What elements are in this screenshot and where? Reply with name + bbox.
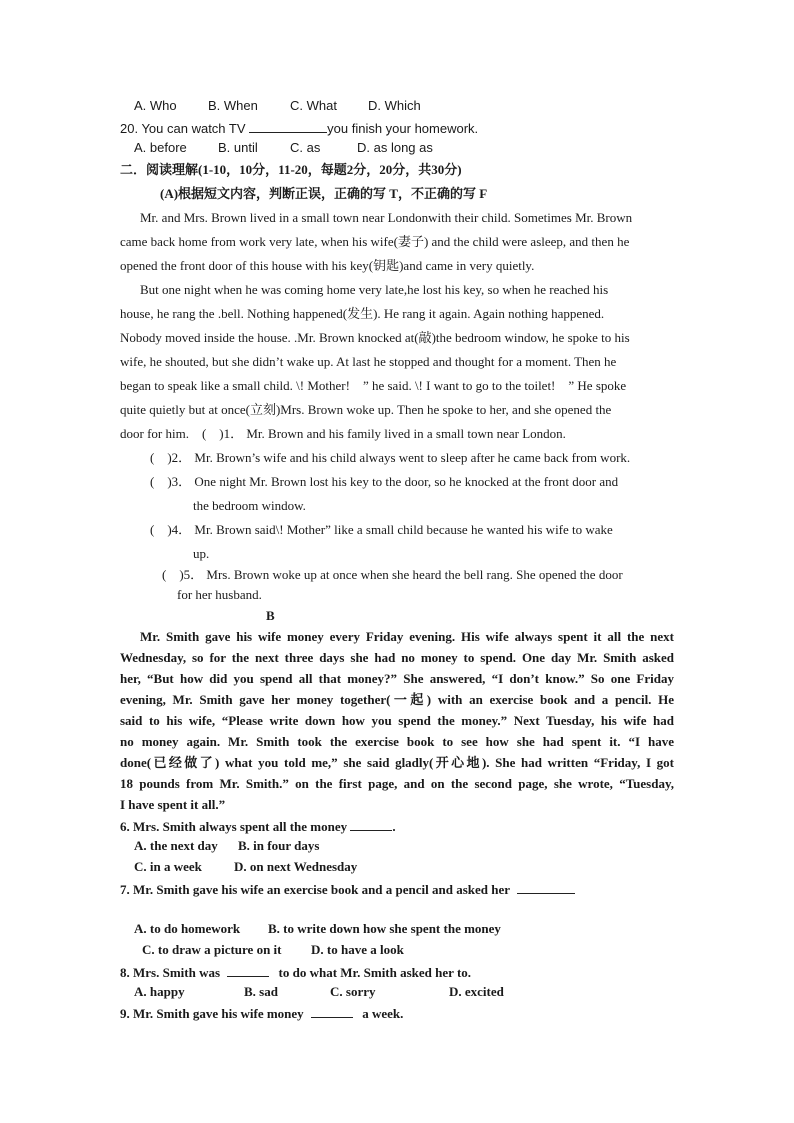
q20-stem <box>120 119 676 137</box>
part-a-heading: (A)根据短文内容，判断正误，正确的写 T，不正确的写 F <box>160 186 488 201</box>
tf-item-2: ( )2． Mr. Brown’s wife and his child always went to sleep after he came back from work. <box>150 450 631 465</box>
tf-item-3-cont: the bedroom window. <box>193 498 306 513</box>
passage-b-line: done(已经做了) what you told me,” she said gladly(开心地). She had written “Friday, I got <box>120 755 674 770</box>
section-title: 二．阅读理解(1-10，10分，11-20，每题2分，20分，共30分) <box>120 162 462 177</box>
q20-stem-after: you finish your homework. <box>327 121 479 136</box>
q7-stem-text: 7. Mr. Smith gave his wife an exercise book and a pencil and asked her <box>120 882 514 897</box>
q8-option-c: C. sorry <box>330 984 376 999</box>
q20-option-d: D. as long as <box>357 140 433 155</box>
q7-option-c: C. to draw a picture on it <box>142 942 282 957</box>
q19-option-b: B. When <box>208 98 258 113</box>
passage-b-line: I have spent it all.” <box>120 797 226 812</box>
q6-option-d: D. on next Wednesday <box>234 859 358 874</box>
q6-option-b: B. in four days <box>238 838 320 853</box>
part-b-heading: B <box>266 608 275 623</box>
q19-option-a: A. Who <box>134 98 177 113</box>
q6-stem-end: . <box>392 819 396 834</box>
passage-a-line: door for him. ( )1． Mr. Brown and his family lived in a small town near London. <box>120 426 566 441</box>
q6-blank <box>350 817 392 831</box>
q8-stem <box>120 963 676 981</box>
passage-b-line: said to his wife, “Please write down how you spend the money.” Next Tuesday, his wife had <box>120 713 674 728</box>
passage-b-line: 18 pounds from Mr. Smith.” on the first page, and on the second page, she wrote, “Tuesday, <box>120 776 674 791</box>
q9-stem <box>120 1004 676 1022</box>
passage-a-line: house, he rang the .bell. Nothing happened(发生). He rang it again. Again nothing happened. <box>120 306 605 321</box>
tf-item-4: ( )4． Mr. Brown said\! Mother” like a small child because he wanted his wife to wake <box>150 522 613 537</box>
tf-item-5-cont: for her husband. <box>177 587 262 602</box>
passage-b-line: Wednesday, so for the next three days she had no money to spend. One day Mr. Smith asked <box>120 650 674 665</box>
q8-blank <box>227 963 269 977</box>
passage-a-line: Nobody moved inside the house. .Mr. Brown knocked at(敲)the bedroom window, he spoke to his <box>120 330 630 345</box>
q7-option-b: B. to write down how she spent the money <box>268 921 501 936</box>
q8-option-d: D. excited <box>449 984 504 999</box>
passage-b-line: evening, Mr. Smith gave her money together(一起) with an exercise book and a pencil. He <box>120 692 674 707</box>
passage-a-line: opened the front door of this house with his key(钥匙)and came in very quietly. <box>120 258 535 273</box>
q8-option-a: A. happy <box>134 984 185 999</box>
passage-a-line: Mr. and Mrs. Brown lived in a small town near Londonwith their child. Sometimes Mr. Brown <box>140 210 633 225</box>
passage-b-line: her, “But how did you spend all that money?” She answered, “I don’t know.” So one Friday <box>120 671 674 686</box>
tf-item-3: ( )3． One night Mr. Brown lost his key to the door, so he knocked at the front door and <box>150 474 619 489</box>
q9-stem-text: 9. Mr. Smith gave his wife money <box>120 1006 307 1021</box>
q7-option-d: D. to have a look <box>311 942 404 957</box>
q20-option-a: A. before <box>134 140 187 155</box>
q20-stem-before: 20. You can watch TV <box>120 121 250 136</box>
q6-option-c: C. in a week <box>134 859 202 874</box>
q9-stem-end: a week. <box>358 1006 404 1021</box>
q6-stem-text: 6. Mrs. Smith always spent all the money <box>120 819 351 834</box>
q20-option-b: B. until <box>218 140 258 155</box>
tf-item-4-cont: up. <box>193 546 210 561</box>
passage-a-line: But one night when he was coming home very late,he lost his key, so when he reached his <box>140 282 609 297</box>
q7-blank <box>517 880 575 894</box>
q6-option-a: A. the next day <box>134 838 218 853</box>
q19-option-d: D. Which <box>368 98 421 113</box>
tf-item-5: ( )5． Mrs. Brown woke up at once when she heard the bell rang. She opened the door <box>162 567 623 582</box>
q7-option-a: A. to do homework <box>134 921 241 936</box>
passage-b-line: no money again. Mr. Smith took the exercise book to see how she had spent it. “I have <box>120 734 674 749</box>
q7-stem <box>120 880 676 898</box>
passage-b-line: Mr. Smith gave his wife money every Friday evening. His wife always spent it all the next <box>140 629 674 644</box>
passage-a-line: quite quietly but at once(立刻)Mrs. Brown woke up. Then he spoke to her, and she opened the <box>120 402 612 417</box>
q6-stem <box>120 817 676 835</box>
passage-a-line: began to speak like a small child. \! Mother! ” he said. \! I want to go to the toilet! ” He spoke <box>120 378 627 393</box>
q8-stem-end: to do what Mr. Smith asked her to. <box>275 965 472 980</box>
q9-blank <box>311 1004 353 1018</box>
q19-option-c: C. What <box>290 98 337 113</box>
q20-option-c: C. as <box>290 140 321 155</box>
q20-blank <box>249 119 327 133</box>
passage-a-line: wife, he shouted, but she didn’t wake up. At last he stopped and thought for a moment. Then he <box>120 354 617 369</box>
passage-a-line: came back home from work very late, when his wife(妻子) and the child were asleep, and then he <box>120 234 630 249</box>
q8-stem-text: 8. Mrs. Smith was <box>120 965 224 980</box>
q8-option-b: B. sad <box>244 984 278 999</box>
